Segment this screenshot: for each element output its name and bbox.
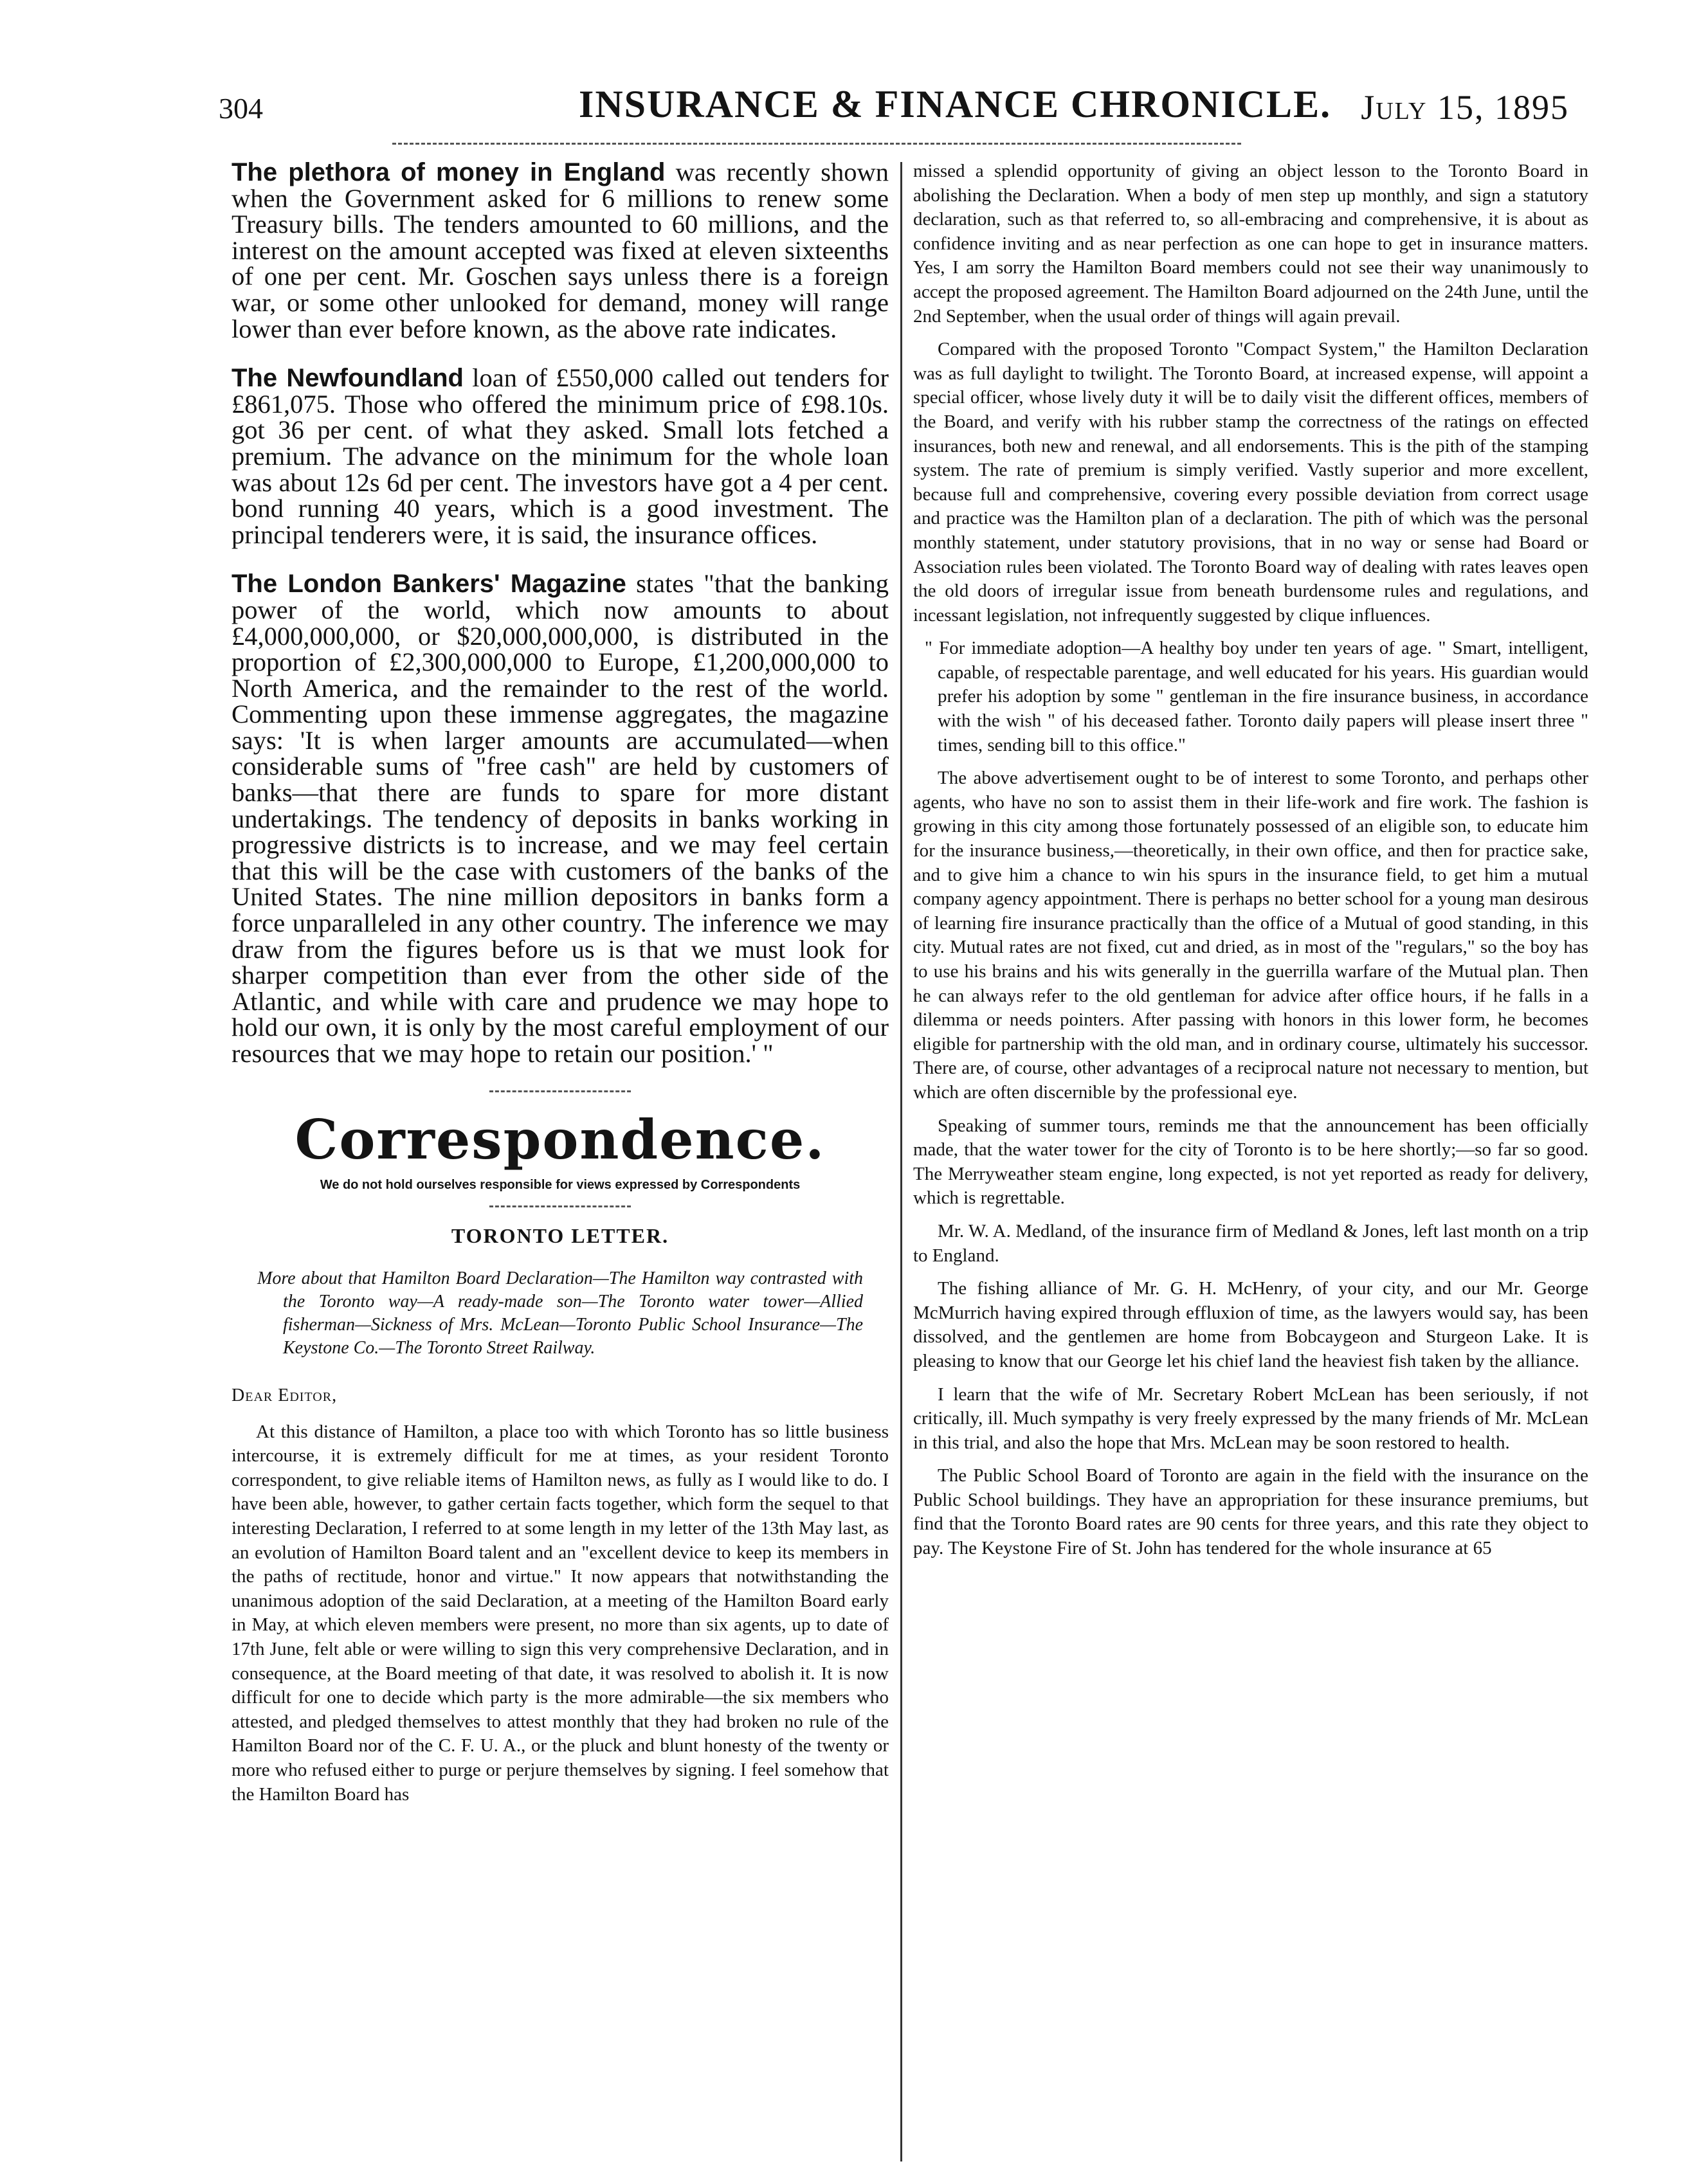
correspondence-disclaimer: We do not hold ourselves responsible for views expressed by Correspondents xyxy=(320,1177,801,1192)
article-body: was recently shown when the Government asked for 6 millions to renew some Treasury bills. The tenders amounted to 60 millions, and the interest on the amount accepted was fixed at eleven sixteenths of one per cent. Mr. Goschen says unless there is a foreign war, or some other unlooked for demand, money will range lower than ever before known, as the above rate indicates. xyxy=(232,159,889,343)
article-body: states "that the banking power of the world, which now amounts to about £4,000,000,000, or $20,000,000,000, is distributed in the proportion of £2,300,000,000 to Europe, £1,200,000,000 to North America, and the remainder to the rest of the world. Commenting upon these immense aggregates, the magazine says: 'It is when larger amounts are accumulated—when considerable sums of "free cash" are held by customers of banks—that there are funds to spare for more distant undertakings. The tendency of deposits in banks working in progressive districts is to increase, and we may feel certain that this will be the case with customers of the banks of the United States. The nine million depositors in banks form a force unparalleled in any other country. The inference we may draw from the figures before us is that we must look for sharper competition than ever from the other side of the Atlantic, and while with care and prudence we may hope to hold our own, it is only by the most careful employment of our resources that we may hope to retain our position.' " xyxy=(232,569,889,1068)
issue-date: July 15, 1895 xyxy=(1361,88,1569,127)
article-newfoundland-loan xyxy=(232,365,889,548)
column-divider xyxy=(900,162,902,2161)
section-rule xyxy=(489,1090,631,1092)
letter-salutation: Dear Editor, xyxy=(232,1385,338,1405)
left-column xyxy=(232,159,889,2165)
article-bankers-magazine xyxy=(232,571,889,1067)
right-column xyxy=(913,159,1588,2165)
letter-paragraph: Compared with the proposed Toronto "Compact System," the Hamilton Declaration was as full daylight to twilight. The Toronto Board, at increased expense, will appoint a special officer, whose lively duty it will be to daily visit the different offices, members of the Board, and verify with his rubber stamp the correctness of the ratings on effected insurances, both new and renewal, and all endorsements. This is the pith of the stamping system. The rate of premium is simply verified. Vastly superior and more excellent, because full and comprehensive, covering every possible deviation from correct usage and practice was the Hamilton plan of a declaration. The pith of which was the personal monthly statement, under statutory provisions, that in no way or sense had Board or Association rules been violated. The Toronto Board way of dealing with rates leaves open the old doors of irregular issue from beneath burdensome rules and regulations, and incessant legislation, not infrequently suggested by clique influences. xyxy=(913,339,1588,626)
letter-paragraph: missed a splendid opportunity of giving an object lesson to the Toronto Board in abolishing the Declaration. When a body of men step up monthly, and sign a statutory declaration, such as that referred to, so all-embracing and comprehensive, it is about as confidence inviting and as near perfection as one can hope to get in insurance matters. Yes, I am sorry the Hamilton Board members could not see their way unanimously to accept the proposed agreement. The Hamilton Board adjourned on the 24th June, until the 2nd September, when the usual order of things will again prevail. xyxy=(913,161,1588,327)
page-header xyxy=(219,82,1569,127)
article-body: loan of £550,000 called out tenders for £861,075. Those who offered the minimum price of £98.10s. got 36 per cent. of what they asked. Small lots fetched a premium. The advance on the minimum for the whole loan was about 12s 6d per cent. The investors have got a 4 per cent. bond running 40 years, which is a good investment. The principal tenderers were, it is said, the insurance offices. xyxy=(232,363,889,549)
letter-paragraph: The above advertisement ought to be of interest to some Toronto, and perhaps other agents, who have no son to assist them in their life-work and fire work. The fashion is growing in this city among those fortunately possessed of an eligible son, to educate him for the insurance business,—theoretically, in their own office, and then for practice sake, and to give him a chance to win his spurs in the insurance field, to get him a mutual company agency appointment. There is perhaps no better school for a young man desirous of learning fire insurance practically than the office of a Mutual of good standing, in this city. Mutual rates are not fixed, cut and dried, as in most of the "regulars," so the boy has to use his brains and his wits generally in the guerrilla warfare of the Mutual plan. Then he can always refer to the old gentleman for advice after office hours, if he falls in a dilemma or needs pointers. After passing with honors in this lower form, he becomes eligible for partnership with the old man, and in ordinary course, ultimately his successor. There are, of course, other advantages of a reciprocal nature not necessary to mention, but which are often discernible by the professional eye. xyxy=(913,768,1588,1103)
section-rule xyxy=(489,1205,631,1207)
quoted-advertisement: " For immediate adoption—A healthy boy under ten years of age. " Smart, intelligent, capable, of respectable parentage, and well educated for his years. His guardian would prefer his adoption by some " gentleman in the fire insurance business, in accordance with the wish " of his deceased father. Toronto daily papers will please insert three " times, sending bill to this office." xyxy=(925,638,1588,755)
article-money-england xyxy=(232,159,889,342)
letter-title: TORONTO LETTER. xyxy=(451,1223,669,1247)
page-number: 304 xyxy=(219,92,263,125)
letter-paragraph: The fishing alliance of Mr. G. H. McHenry, of your city, and our Mr. George McMurrich having expired through effluxion of time, as the lawyers would say, has been dissolved, and the gentlemen are home from Bobcaygeon and Sturgeon Lake. It is pleasing to know that our George let his chief land the heaviest fish taken by the alliance. xyxy=(913,1278,1588,1371)
letter-paragraph: Speaking of summer tours, reminds me that the announcement has been officially made, that the water tower for the city of Toronto is to be here shortly;—so far so good. The Merryweather steam engine, long expected, is not yet reported as ready for delivery, which is regrettable. xyxy=(913,1115,1588,1209)
article-lead: The plethora of money in England xyxy=(232,159,666,186)
letter-paragraph: I learn that the wife of Mr. Secretary Robert McLean has been seriously, if not critically, ill. Much sympathy is very freely expressed by the many friends of Mr. McLean in this trial, and also the hope that Mrs. McLean may be soon restored to health. xyxy=(913,1384,1588,1453)
letter-paragraph: Mr. W. A. Medland, of the insurance firm of Medland & Jones, left last month on a trip to England. xyxy=(913,1220,1588,1266)
letter-paragraph: The Public School Board of Toronto are again in the field with the insurance on the Public School buildings. They have an appropriation for these insurance premiums, but find that the Toronto Board rates are 90 cents for three years, and this rate they object to pay. The Keystone Fire of St. John has tendered for the whole insurance at 65 xyxy=(913,1465,1588,1559)
header-rule xyxy=(392,143,1241,145)
letter-subtitle: More about that Hamilton Board Declaration—The Hamilton way contrasted with the Toronto way—A ready-made son—The Toronto water tower—Allied fisherman—Sickness of Mrs. McLean—Toronto Public School Insurance—The Keystone Co.—The Toronto Street Railway. xyxy=(257,1268,863,1358)
letter-paragraph: At this distance of Hamilton, a place too with which Toronto has so little business intercourse, it is extremely difficult for me at times, as your resident Toronto correspondent, to give reliable items of Hamilton news, as fully as I would like to do. I have been able, however, to gather certain facts together, which form the sequel to that interesting Declaration, I referred to at some length in my letter of the 13th May last, as an evolution of Hamilton Board talent and an "excellent device to keep its members in the paths of rectitude, honor and virtue." It now appears that notwithstanding the unanimous adoption of the said Declaration, at a meeting of the Hamilton Board early in May, at which eleven members were present, no more than six agents, up to date of 17th June, felt able or were willing to sign this very comprehensive Declaration, and in consequence, at the Board meeting of that date, it was resolved to abolish it. It is now difficult for one to decide which party is the more admirable—the six members who attested, and pledged themselves to attest monthly that they had broken no rule of the Hamilton Board nor of the C. F. U. A., or the pluck and blunt honesty of the twenty or more who refused either to purge or perjure themselves by signing. I feel somehow that the Hamilton Board has xyxy=(232,1421,889,1805)
article-lead: The Newfoundland xyxy=(232,364,464,393)
article-lead: The London Bankers' Magazine xyxy=(232,570,626,599)
journal-title: INSURANCE & FINANCE CHRONICLE. xyxy=(579,83,1332,125)
correspondence-heading: Correspondence. xyxy=(295,1107,826,1171)
